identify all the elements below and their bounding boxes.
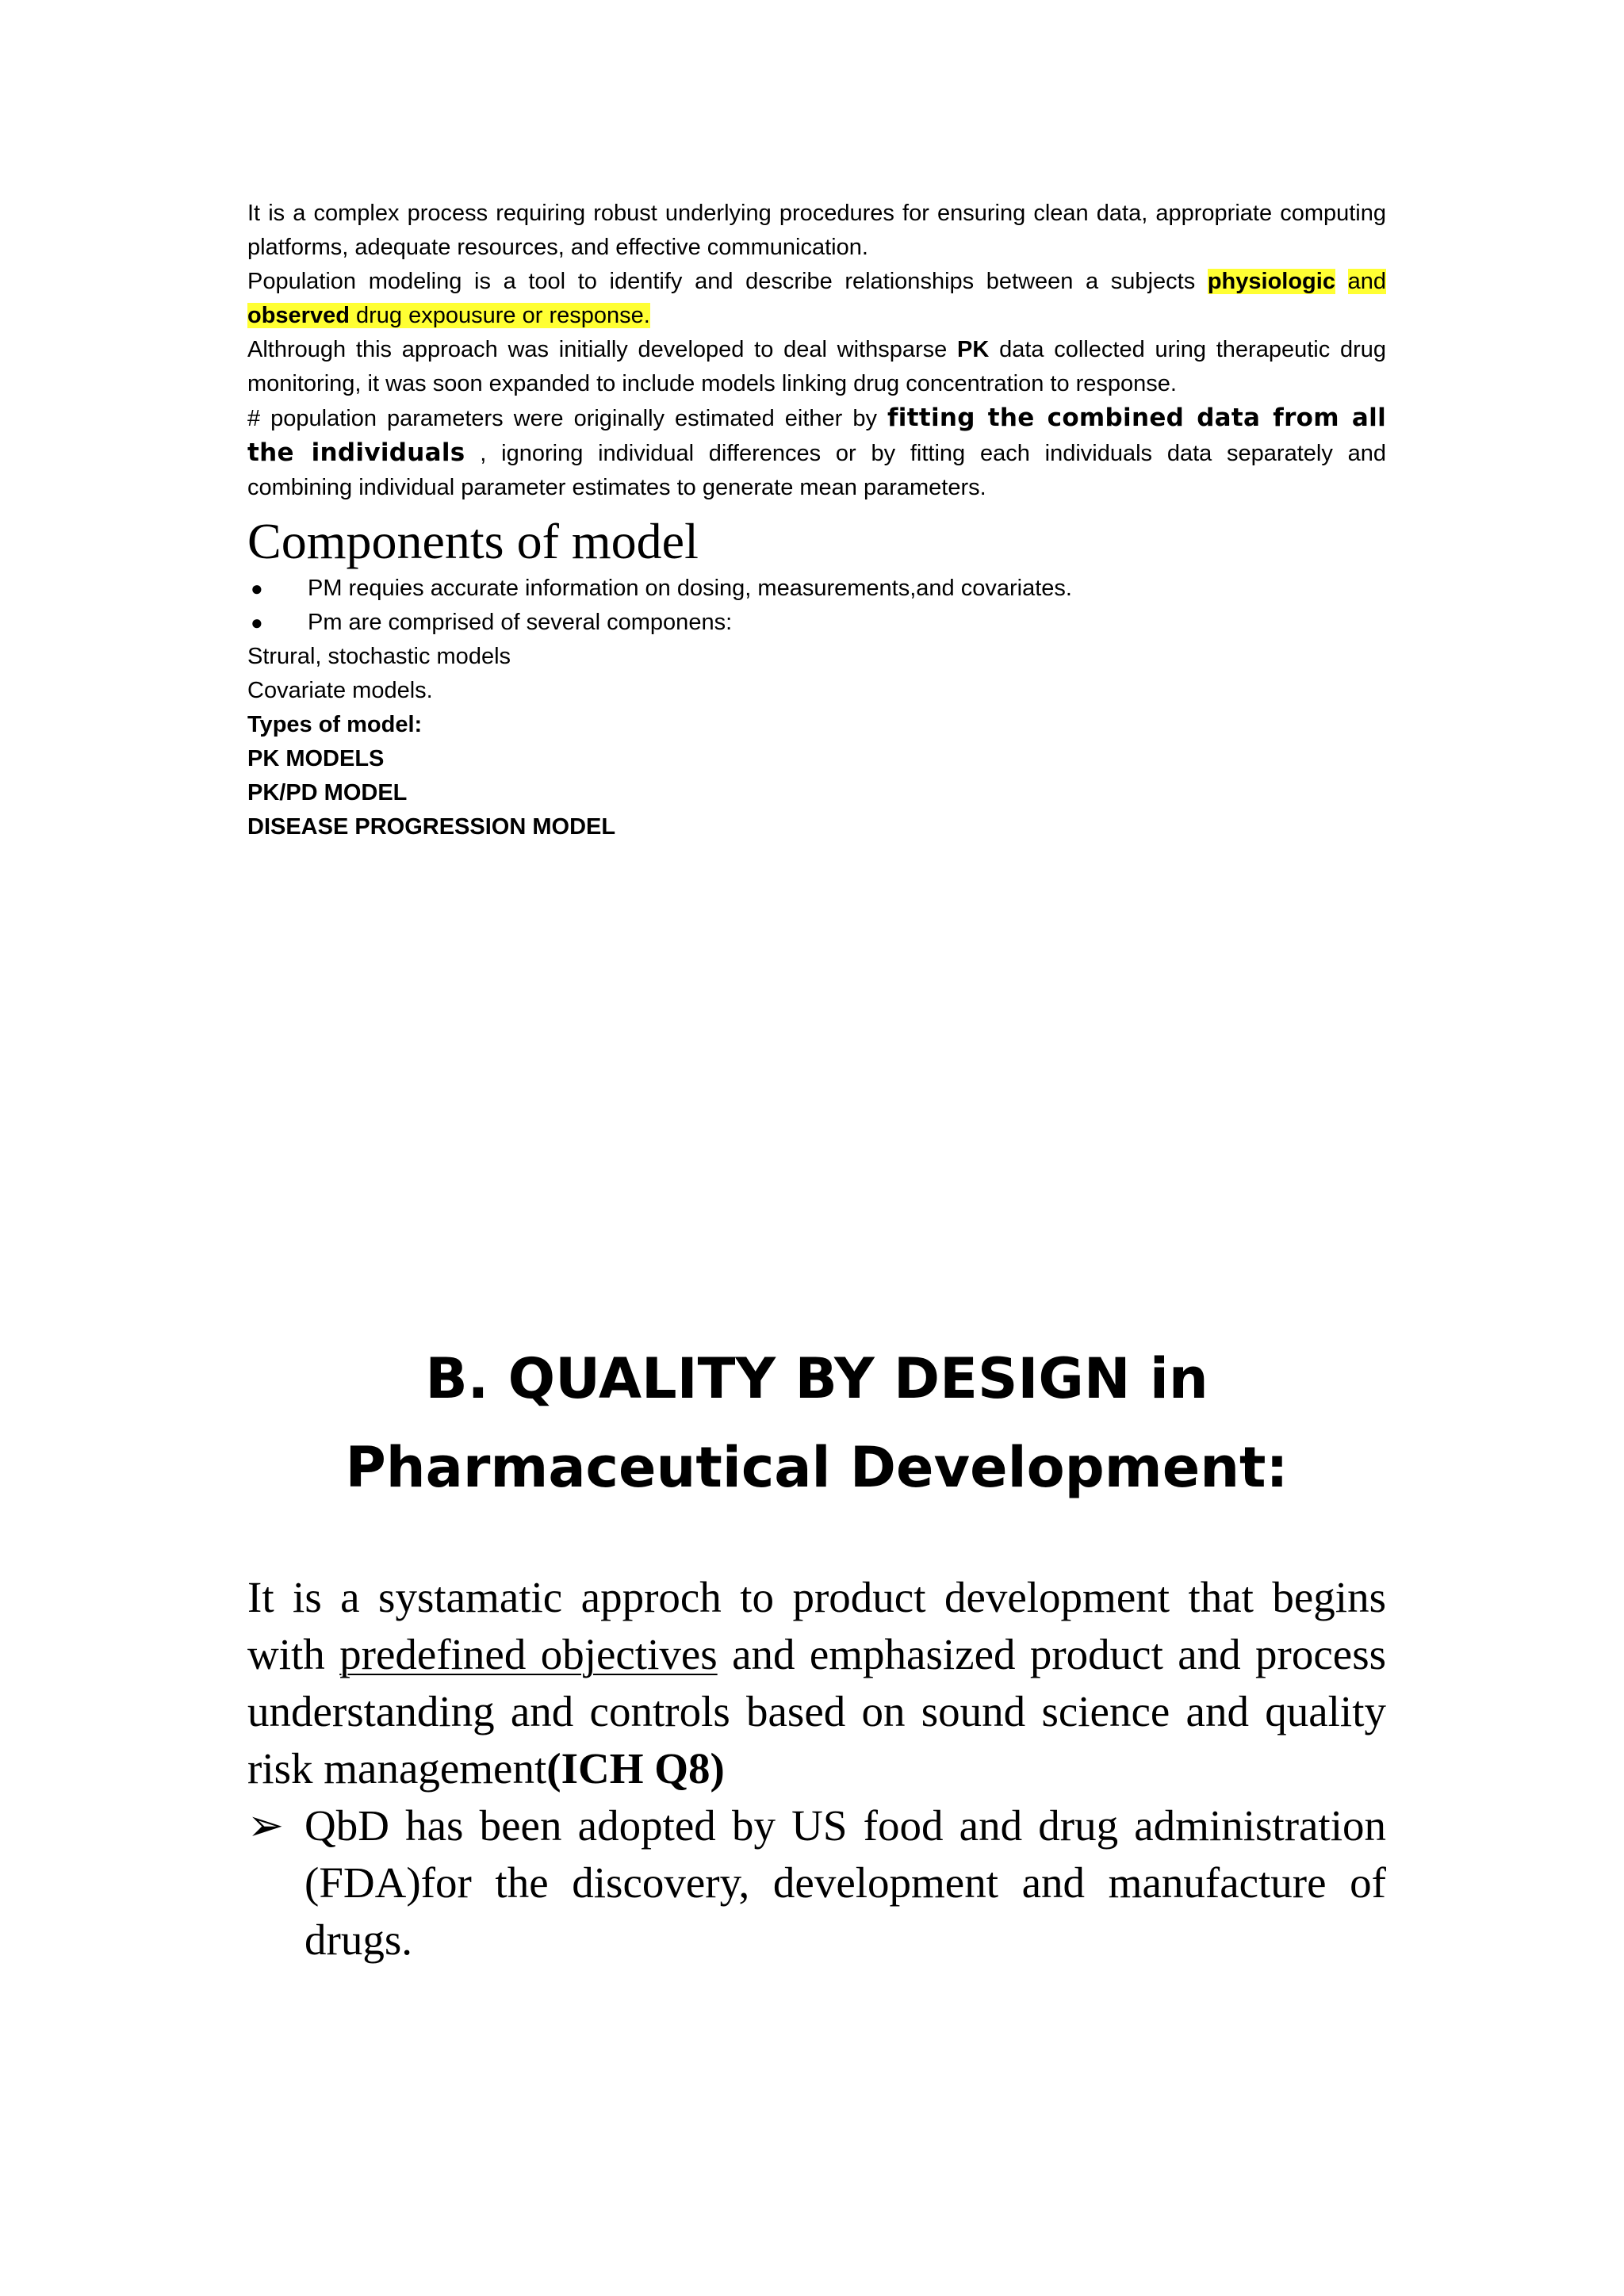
highlight-and: and [1347,269,1386,294]
highlight-observed: observed [247,303,350,328]
list-item-text: PM requies accurate information on dosing, measurements,and covariates. [308,576,1072,601]
type-pkpd-model: PK/PD MODEL [247,780,408,806]
types-of-model-heading: Types of model: [247,712,423,737]
paragraph-complex-process [247,197,1386,265]
qbd-title-line2: Pharmaceutical Development: [345,1435,1289,1500]
arrow-bullet-icon: ➢ [247,1801,285,1850]
document-page [247,197,1386,1969]
model-lines [247,640,1386,844]
heading-components-of-model: Components of model [247,513,699,569]
arrow-item-text: QbD has been adopted by US food and drug administration (FDA)for the discovery, development and manufacture of drugs. [304,1801,1386,1964]
line-covariate: Covariate models. [247,678,433,703]
list-item [247,606,1386,640]
paragraph-text: It is a complex process requiring robust underlying procedures for ensuring clean data, appropriate computing platforms, adequate resources, and effective communication. [247,201,1386,260]
emphasis-fitting-combined: fitting the combined data from all the individuals [247,404,1386,467]
paragraph-approach [247,333,1386,401]
bullet-list [247,572,1386,640]
arrow-list-item [247,1797,1386,1969]
paragraph-text: Population modeling is a tool to identify and describe relationships between a subjects [247,269,1208,294]
paragraph-text: # population parameters were originally estimated either by [247,406,887,431]
type-pk-models: PK MODELS [247,746,385,771]
bullet-icon: ● [251,610,263,634]
paragraph-text: Althrough this approach was initially developed to deal withsparse [247,337,958,362]
bold-ich-q8: (ICH Q8) [546,1744,725,1793]
paragraph-population-parameters [247,401,1386,505]
qbd-definition [247,1569,1386,1797]
bullet-icon: ● [251,576,263,600]
paragraph-text: It is a systamatic approch to product development that begins with [247,1573,1386,1678]
qbd-title-line1: B. QUALITY BY DESIGN in [425,1346,1208,1411]
list-item-text: Pm are comprised of several componens: [308,610,733,635]
highlight-response: drug expousure or response. [349,303,650,328]
paragraph-text: and emphasized product and process understanding and controls based on sound science and quality risk management [247,1630,1386,1793]
paragraph-text: , ignoring individual differences or by fitting each individuals data separately and combining individual parameter estimates to generate mean parameters. [247,441,1386,500]
highlight-physiologic: physiologic [1207,269,1335,294]
line-strural: Strural, stochastic models [247,644,511,669]
paragraph-text: data collected uring therapeutic drug monitoring, it was soon expanded to include models linking drug concentration to response. [247,337,1386,396]
section-b [247,1334,1386,1969]
underlined-predefined-objectives: predefined objectives [339,1630,718,1678]
paragraph-population-modeling [247,265,1386,333]
bold-pk: PK [957,337,990,362]
type-disease-progression-model: DISEASE PROGRESSION MODEL [247,814,616,840]
list-item [247,572,1386,606]
